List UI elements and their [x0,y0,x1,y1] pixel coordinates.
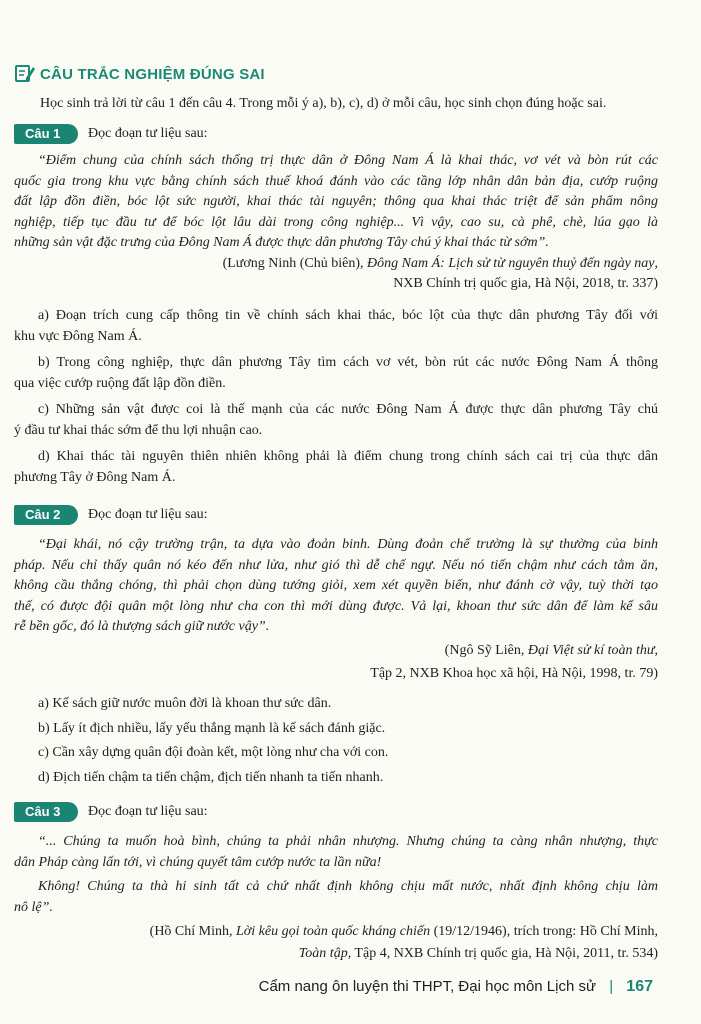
page-number: 167 [626,978,653,995]
option-c: c) Cần xây dựng quân đội đoàn kết, một lòng như cha với con. [38,745,389,760]
option-a [14,306,658,347]
option-d: d) Địch tiến chậm ta tiến chậm, địch tiến nhanh ta tiến nhanh. [38,769,384,785]
quote-line: những sản vật đặc trưng của Đông Nam Á được thực dân phương Tây chú ý khai thác từ sớm”. [14,235,549,250]
question-1-badge [14,124,78,144]
source-title: Đông Nam Á: Lịch sử từ nguyên thuỷ đến ngày nay [367,255,655,271]
footer-separator: | [609,978,614,995]
source-prefix: (Hồ Chí Minh, [149,924,236,939]
question-1-options [14,306,658,488]
source-title: Lời kêu gọi toàn quốc kháng chiến [236,924,431,939]
quote-line: “Điểm chung của chính sách thống trị thực dân ở Đông Nam Á là khai thác, vơ vét và bòn rút các [38,153,658,168]
question-3-source [14,922,658,943]
question-1-source [14,254,658,275]
question-3-badge-label: Câu 3 [25,804,61,819]
footer-book-title: Cẩm nang ôn luyện thi THPT, Đại học môn Lịch sử [258,978,597,995]
quote-line: rễ bền gốc, đó là thượng sách giữ nước vậy”. [14,619,270,634]
source-suffix: , Tập 4, NXB Chính trị quốc gia, Hà Nội, 2011, tr. 534) [347,946,658,961]
question-1-badge-label: Câu 1 [25,126,61,141]
source-title: Toàn tập [298,946,348,961]
source-prefix: (Lương Ninh (Chủ biên), [222,255,368,271]
question-2-lead: Đọc đoạn tư liệu sau: [88,507,208,522]
quote-line: quốc gia trong khu vực bằng chính sách thuế khoá đánh vào các tầng lớp nhân dân bản địa, cướp ruộng [14,173,658,189]
question-2-options [38,694,658,788]
question-2-badge-label: Câu 2 [25,507,61,522]
quote-line: đất lập đồn điền, bóc lột sức người, khai thác tài nguyên; thông qua khai thác triệt để sản phẩm nông [14,194,658,209]
question-3-badge [14,802,78,822]
option-b: b) Lấy ít địch nhiều, lấy yếu thắng mạnh là kế sách đánh giặc. [38,720,386,736]
question-2-badge [14,505,78,525]
option-a: a) Kế sách giữ nước muôn đời là khoan thư sức dân. [38,696,332,711]
question-1-source-line2: NXB Chính trị quốc gia, Hà Nội, 2018, tr. 337) [393,276,658,291]
option-c-line: ý đầu tư khai thác sớm để thu lợi nhuận cao. [14,422,263,438]
option-b-line: b) Trong công nghiệp, thực dân phương Tây tìm cách vơ vét, bòn rút các nước Đông Nam Á thông [38,355,658,370]
section-title: CÂU TRẮC NGHIỆM ĐÚNG SAI [40,66,265,83]
page-footer [259,977,653,997]
quote-line: dân Pháp càng lấn tới, vì chúng quyết tâm cướp nước ta lần nữa! [14,854,382,870]
quote-line: Không! Chúng ta thà hi sinh tất cả chứ nhất định không chịu mất nước, nhất định không chịu làm [38,879,658,894]
option-b-line: qua việc cướp ruộng đất lập đồn điền. [14,375,226,391]
quote-line: thế, có được đội quân một lòng như cha con thì mới dùng được. Vả lại, khoan thư sức dân để làm kế sâu [14,598,658,614]
option-a-line: a) Đoạn trích cung cấp thông tin về chính sách khai thác, bóc lột của thực dân phương Tây đối với [38,308,658,323]
quote-line: “... Chúng ta muốn hoà bình, chúng ta phải nhân nhượng. Nhưng chúng ta càng nhân nhượng, thực [38,834,658,849]
question-3-source-line2 [14,944,658,965]
option-d [14,447,658,488]
quote-line: nghiệp, tiếp tục đầu tư để bóc lột lâu dài trong công nghiệp... Vì vậy, cao su, cà phê, chè, lúa gạo là [14,214,658,230]
pencil-note-icon [14,62,36,84]
question-3-quote [14,832,658,918]
question-2-quote [14,535,658,638]
option-c-line: c) Những sản vật được coi là thế mạnh của các nước Đông Nam Á được thực dân phương Tây chú [38,402,658,417]
quote-line: “Đại khái, nó cậy trường trận, ta dựa vào đoản binh. Dùng đoản chế trường là sự thường của binh [38,537,658,552]
option-c [14,400,658,441]
quote-line: không cầu thắng chóng, thì phải chọn dùng tướng giỏi, xem xét quyền biến, như đánh cờ vậy, tuỳ thời tạo [14,578,658,593]
question-3-lead: Đọc đoạn tư liệu sau: [88,804,208,819]
quote-line: nô lệ”. [14,899,53,915]
question-1-quote [14,151,658,295]
question-2-source [14,641,658,662]
source-title: Đại Việt sử kí toàn thư [527,643,655,658]
question-2-source-line2: Tập 2, NXB Khoa học xã hội, Hà Nội, 1998, tr. 79) [370,666,658,681]
question-1-lead: Đọc đoạn tư liệu sau: [88,126,208,141]
source-suffix: , [654,643,658,658]
instruction: Học sinh trả lời từ câu 1 đến câu 4. Trong mỗi ý a), b), c), d) ở mỗi câu, học sinh chọn đúng hoặc sai. [40,96,607,111]
option-d-line: d) Khai thác tài nguyên thiên nhiên không phải là điểm chung trong chính sách cai trị của thực dân [38,449,658,464]
option-b [14,353,658,394]
option-a-line: khu vực Đông Nam Á. [14,328,142,344]
source-suffix: , [654,255,658,271]
option-d-line: phương Tây ở Đông Nam Á. [14,469,176,485]
source-prefix: (Ngô Sỹ Liên, [444,643,528,658]
quote-line: pháp. Nếu chỉ thấy quân nó kéo đến như lửa, như gió thì dễ chế ngự. Nếu nó tiến chậm như cách tằm ăn, [14,557,658,573]
source-suffix: (19/12/1946), trích trong: Hồ Chí Minh, [430,924,658,939]
